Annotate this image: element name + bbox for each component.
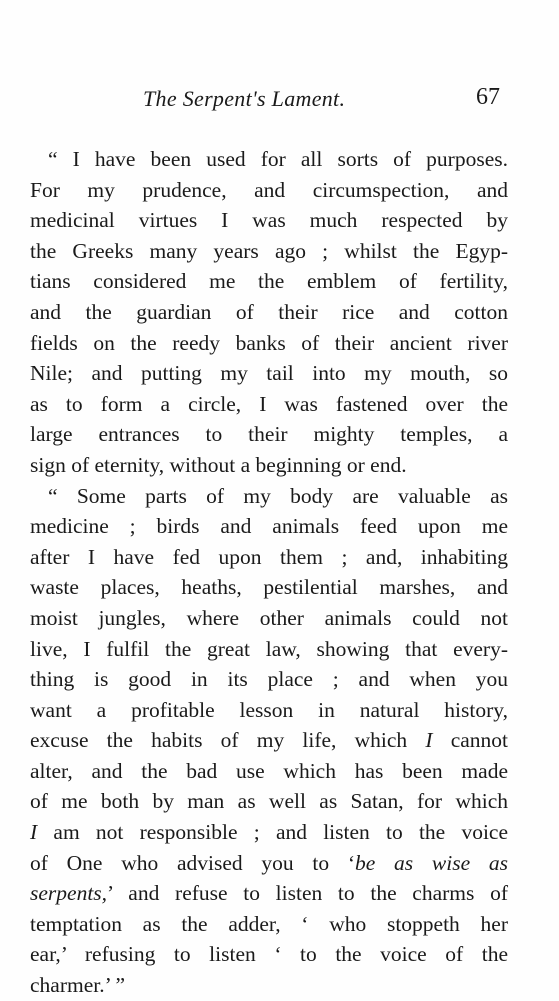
text-line: charmer.’ ” bbox=[30, 973, 126, 998]
page-number: 67 bbox=[476, 84, 500, 110]
text-line bbox=[30, 817, 508, 848]
paragraph-1 bbox=[30, 144, 508, 481]
text-line: want a profitable lesson in natural history, bbox=[30, 697, 508, 722]
text-run: of One who advised you to ‘ bbox=[30, 850, 356, 875]
text-line: medicinal virtues I was much respected by bbox=[30, 208, 508, 233]
text-line bbox=[30, 878, 508, 909]
text-line: “ I have been used for all sorts of purposes. bbox=[48, 147, 508, 171]
text-line: moist jungles, where other animals could not bbox=[30, 605, 508, 630]
text-run: ’ and refuse to listen to the charms of bbox=[107, 881, 508, 906]
text-line: large entrances to their mighty temples, a bbox=[30, 422, 508, 447]
text-run: am not responsible ; and listen to the voice bbox=[53, 820, 509, 845]
italic-phrase: serpents, bbox=[30, 881, 108, 906]
text-line: waste places, heaths, pestilential marshes, and bbox=[30, 575, 508, 600]
text-line: alter, and the bad use which has been made bbox=[30, 758, 508, 783]
body-text bbox=[30, 144, 508, 1001]
text-line: after I have fed upon them ; and, inhabiting bbox=[30, 544, 508, 569]
italic-phrase: be as wise as bbox=[355, 850, 508, 875]
text-run: cannot bbox=[450, 728, 509, 753]
text-line: live, I fulfil the great law, showing that every- bbox=[30, 636, 508, 661]
text-line bbox=[30, 848, 508, 879]
running-head bbox=[30, 86, 500, 126]
italic-word: I bbox=[30, 820, 38, 845]
text-line: fields on the reedy banks of their ancient river bbox=[30, 330, 508, 355]
running-title: The Serpent's Lament. bbox=[143, 86, 346, 111]
text-line: and the guardian of their rice and cotton bbox=[30, 299, 508, 324]
text-line: sign of eternity, without a beginning or end. bbox=[30, 452, 407, 477]
text-line: thing is good in its place ; and when you bbox=[30, 667, 508, 692]
text-line: of me both by man as well as Satan, for which bbox=[30, 789, 508, 814]
text-line: For my prudence, and circumspection, and bbox=[30, 177, 508, 202]
text-line: Nile; and putting my tail into my mouth, so bbox=[30, 361, 508, 386]
text-line bbox=[30, 725, 508, 756]
text-line: the Greeks many years ago ; whilst the Egyp- bbox=[30, 238, 508, 263]
text-line: medicine ; birds and animals feed upon me bbox=[30, 514, 508, 539]
text-line: temptation as the adder, ‘ who stoppeth her bbox=[30, 911, 508, 936]
text-line: “ Some parts of my body are valuable as bbox=[48, 483, 508, 508]
italic-word: I bbox=[425, 728, 433, 753]
text-line: ear,’ refusing to listen ‘ to the voice of the bbox=[30, 942, 508, 967]
paragraph-2 bbox=[30, 481, 508, 1001]
text-run: excuse the habits of my life, which bbox=[30, 728, 408, 753]
text-line: tians considered me the emblem of fertility, bbox=[30, 269, 508, 294]
text-line: as to form a circle, I was fastened over the bbox=[30, 391, 508, 416]
